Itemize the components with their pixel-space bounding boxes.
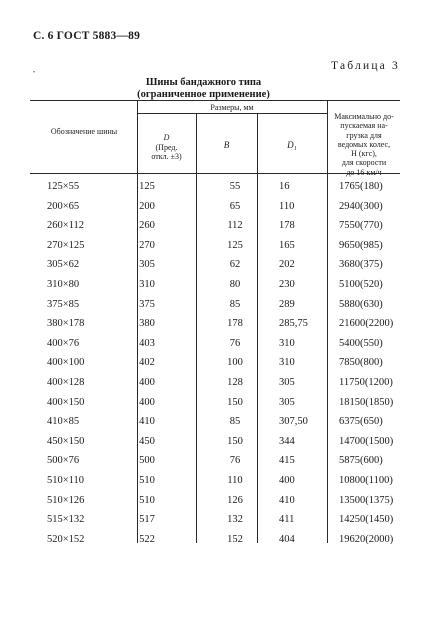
cell-b: 55 — [229, 181, 241, 192]
cell-load: 6375(650) — [339, 416, 383, 428]
cell-b: 178 — [227, 318, 243, 330]
header-designation: Обозначение шины — [50, 127, 118, 136]
cell-d: 522 — [139, 533, 155, 545]
cell-b: 76 — [229, 455, 241, 467]
cell-b: 80 — [229, 279, 241, 290]
table-row — [30, 201, 400, 221]
table-row — [30, 338, 400, 358]
cell-d: 400 — [139, 396, 155, 408]
table-row — [30, 240, 400, 260]
cell-b: 62 — [229, 259, 241, 271]
table-row — [30, 397, 400, 417]
cell-load: 11750(1200) — [339, 377, 393, 388]
cell-d: 450 — [139, 435, 155, 447]
table-row — [30, 318, 400, 338]
cell-designation: 400×128 — [47, 377, 85, 388]
table-row — [30, 377, 400, 397]
cell-d: 270 — [139, 239, 155, 251]
table-row — [30, 514, 400, 534]
cell-d1: 230 — [279, 279, 295, 290]
cell-load: 19620(2000) — [339, 533, 394, 545]
cell-d: 510 — [139, 494, 155, 506]
cell-d1: 305 — [279, 377, 295, 388]
table-row — [30, 279, 400, 299]
header-d1: D₁ — [287, 140, 297, 150]
cell-load: 18150(1850) — [339, 396, 394, 408]
cell-d: 380 — [139, 318, 155, 330]
header-d-note-1: (Пред. — [155, 142, 178, 152]
cell-designation: 200×65 — [47, 200, 80, 212]
cell-load: 14250(1450) — [339, 514, 394, 526]
cell-load: 10800(1100) — [339, 475, 393, 486]
table-title-line-1: Шины бандажного типа — [145, 77, 262, 88]
cell-b: 126 — [227, 494, 243, 506]
cell-d1: 344 — [279, 435, 295, 447]
cell-designation: 310×80 — [47, 279, 80, 290]
cell-d1: 310 — [279, 357, 295, 369]
cell-load: 2940(300) — [339, 200, 383, 212]
page-header: С. 6 ГОСТ 5883—89 — [33, 30, 141, 42]
cell-d1: 285,75 — [279, 318, 308, 330]
cell-d: 517 — [139, 514, 155, 526]
table-row — [30, 475, 400, 495]
cell-designation: 510×126 — [47, 494, 85, 506]
cell-d1: 404 — [279, 533, 295, 545]
cell-d: 375 — [139, 298, 155, 310]
cell-b: 132 — [227, 514, 243, 526]
cell-load: 1765(180) — [339, 181, 383, 192]
cell-designation: 410×85 — [47, 416, 80, 428]
cell-load: 7850(800) — [339, 357, 383, 369]
cell-d1: 289 — [279, 298, 295, 310]
cell-d1: 400 — [279, 475, 295, 486]
cell-d1: 307,50 — [279, 416, 308, 428]
cell-designation: 260×112 — [47, 220, 85, 232]
cell-designation: 450×150 — [47, 435, 85, 447]
cell-b: 125 — [227, 239, 243, 251]
cell-d: 500 — [139, 455, 155, 467]
cell-d1: 202 — [279, 259, 295, 271]
cell-d: 200 — [139, 200, 155, 212]
cell-load: 7550(770) — [339, 220, 383, 232]
cell-b: 65 — [229, 200, 241, 212]
table-row — [30, 416, 400, 436]
cell-b: 100 — [227, 357, 243, 369]
table-row — [30, 259, 400, 279]
table-row — [30, 495, 400, 515]
cell-d: 310 — [139, 279, 155, 290]
header-d-symbol: D — [163, 133, 170, 142]
cell-b: 85 — [229, 298, 241, 310]
scan-speck: • — [33, 70, 36, 76]
table-label: Таблица 3 — [331, 60, 400, 72]
cell-load: 3680(375) — [339, 259, 383, 271]
table-row — [30, 220, 400, 240]
table-row — [30, 181, 400, 201]
cell-designation: 380×178 — [47, 318, 85, 330]
cell-load: 5880(630) — [339, 298, 383, 310]
table-row — [30, 357, 400, 377]
cell-designation: 520×152 — [47, 533, 85, 545]
cell-d1: 110 — [279, 200, 295, 212]
cell-d1: 415 — [279, 455, 295, 467]
table-title — [0, 77, 427, 101]
cell-d1: 310 — [279, 337, 295, 349]
cell-designation: 270×125 — [47, 239, 85, 251]
table-row — [30, 299, 400, 319]
table-title-line-2: (ограниченное применение) — [137, 89, 270, 100]
cell-d: 402 — [139, 357, 155, 369]
cell-d: 260 — [139, 220, 155, 232]
cell-d1: 16 — [279, 181, 290, 192]
cell-load: 5400(550) — [339, 337, 383, 349]
cell-d: 510 — [139, 475, 155, 486]
cell-b: 85 — [229, 416, 241, 428]
table-row — [30, 534, 400, 554]
cell-designation: 400×100 — [47, 357, 85, 369]
cell-d: 403 — [139, 337, 155, 349]
cell-b: 110 — [227, 475, 243, 486]
cell-d1: 410 — [279, 494, 295, 506]
cell-designation: 305×62 — [47, 259, 80, 271]
cell-load: 5100(520) — [339, 279, 383, 290]
table-row — [30, 455, 400, 475]
cell-b: 150 — [227, 435, 243, 447]
cell-load: 5875(600) — [339, 455, 383, 467]
cell-d: 400 — [139, 377, 155, 388]
cell-b: 152 — [227, 533, 243, 545]
cell-b: 150 — [227, 396, 243, 408]
cell-d1: 305 — [279, 396, 295, 408]
cell-designation: 500×76 — [47, 455, 80, 467]
cell-d1: 411 — [279, 514, 295, 526]
cell-load: 9650(985) — [339, 239, 383, 251]
cell-designation: 515×132 — [47, 514, 85, 526]
cell-b: 112 — [227, 220, 243, 232]
table-row — [30, 436, 400, 456]
cell-d: 410 — [139, 416, 155, 428]
header-load: Максимально до- пускаемая на- грузка для ведомых колес, Н (кгс), для скорости до 16 км/ч — [334, 112, 394, 177]
cell-designation: 375×85 — [47, 298, 80, 310]
cell-d1: 178 — [279, 220, 295, 232]
cell-load: 21600(2200) — [339, 318, 394, 330]
cell-b: 128 — [227, 377, 243, 388]
cell-designation: 400×76 — [47, 337, 80, 349]
header-d-note-2: откл. ±3) — [151, 152, 182, 161]
cell-d1: 165 — [279, 239, 295, 251]
cell-load: 13500(1375) — [339, 494, 394, 506]
cell-b: 76 — [229, 337, 241, 349]
header-d — [137, 133, 196, 162]
cell-designation: 510×110 — [47, 475, 85, 486]
cell-load: 14700(1500) — [339, 435, 394, 447]
cell-d: 125 — [139, 181, 155, 192]
table-top-rule — [30, 100, 400, 101]
dimensions-subrule — [137, 113, 327, 114]
cell-designation: 400×150 — [47, 396, 85, 408]
header-dimensions-group: Размеры, мм — [210, 103, 254, 112]
cell-designation: 125×55 — [47, 181, 80, 192]
cell-d: 305 — [139, 259, 155, 271]
header-b: B — [223, 140, 230, 150]
